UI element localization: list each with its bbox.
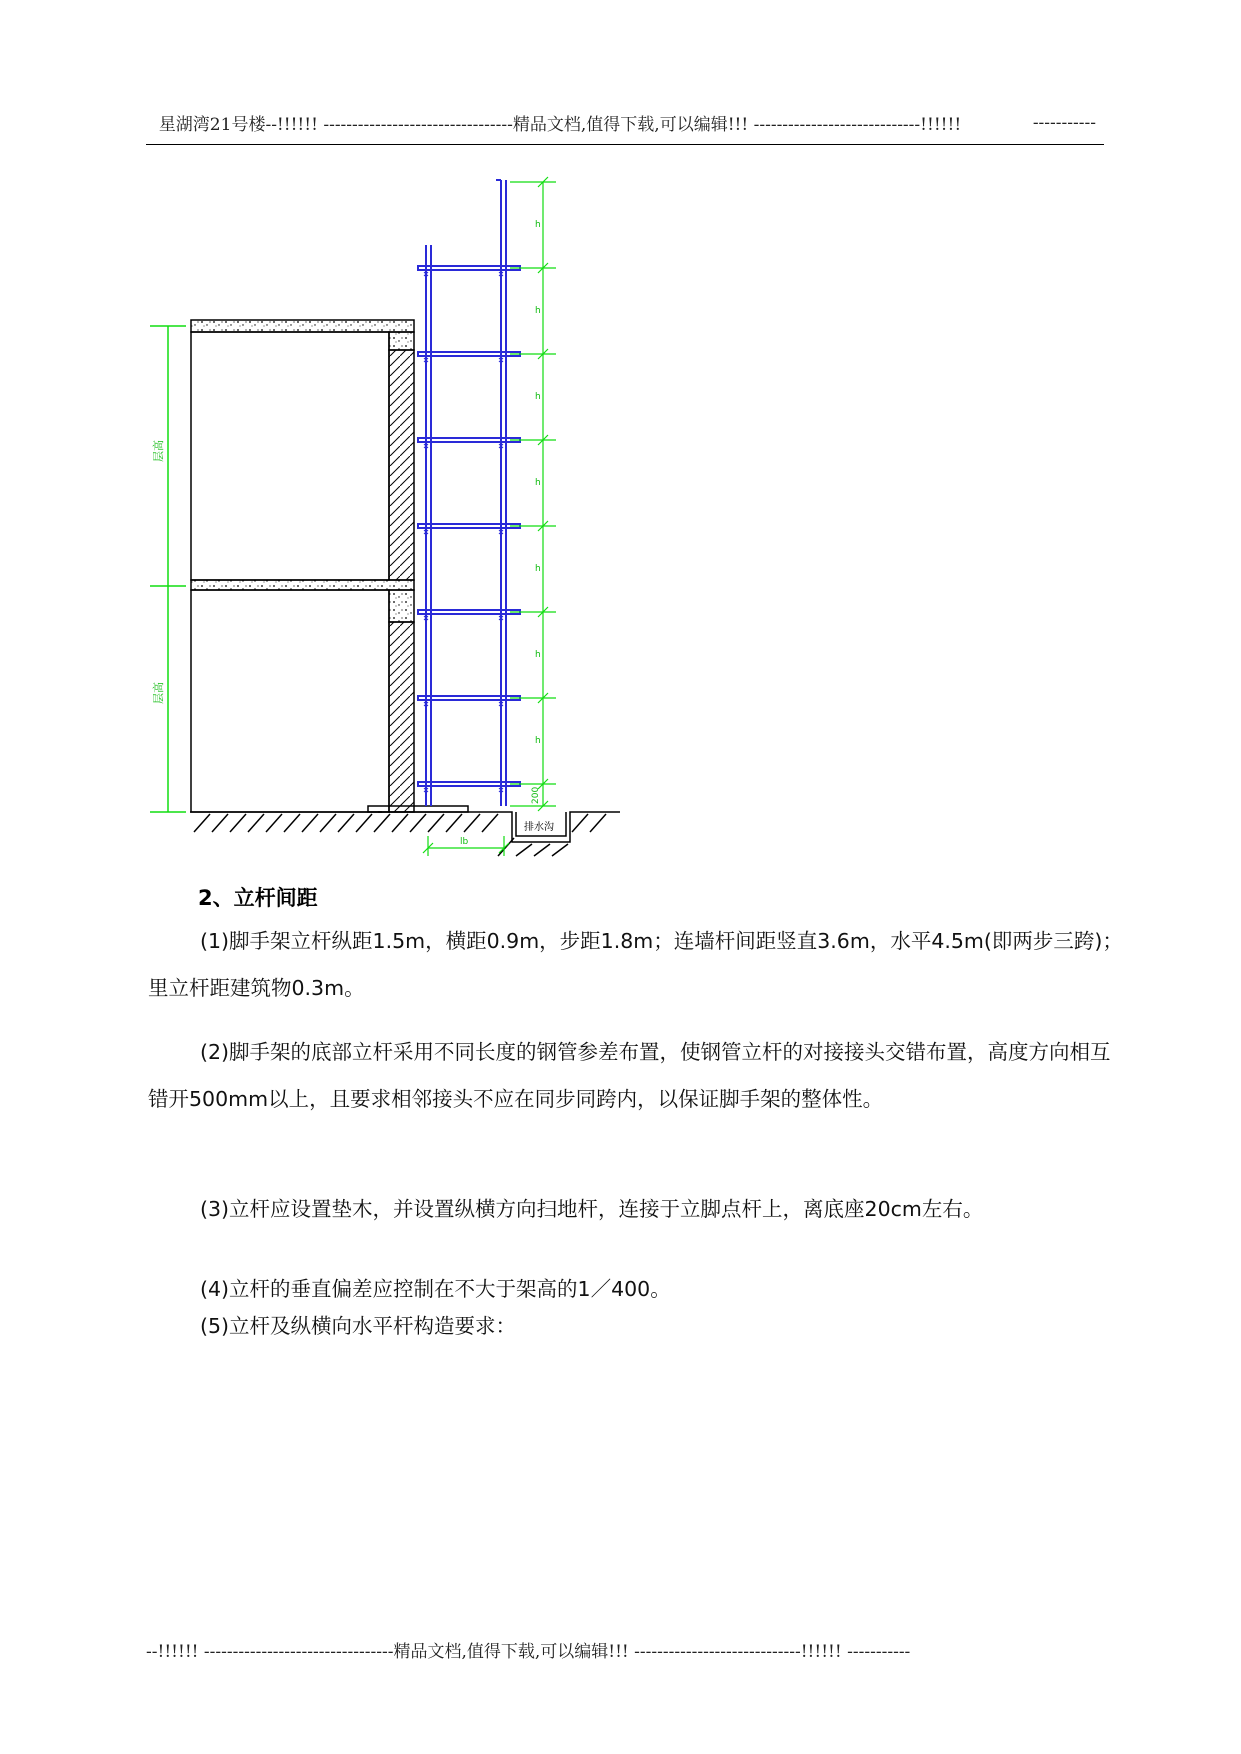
paragraph-text: (3)立杆应设置垫木，并设置纵横方向扫地杆，连接于立脚点杆上，离底座20cm左右。 <box>200 1197 984 1221</box>
floor-height-label-lower: 层高 <box>152 682 165 704</box>
step-dimension <box>510 177 556 811</box>
scaffold-horizontals <box>418 266 520 786</box>
step-label: h <box>535 392 541 402</box>
step-label: h <box>535 650 541 660</box>
step-labels <box>531 220 541 804</box>
paragraph-text: (5)立杆及纵横向水平杆构造要求： <box>200 1314 517 1338</box>
building <box>191 320 414 812</box>
drain-ditch-label: 排水沟 <box>524 822 554 833</box>
page-footer: --!!!!!! ---------------------------------精品文档,值得下载,可以编辑!!! -----------------------------!!!!!! ----------- <box>146 1642 911 1662</box>
lb-label: lb <box>460 837 469 847</box>
bottom-gap-label: 200 <box>531 786 541 804</box>
step-label: h <box>535 478 541 488</box>
step-label: h <box>535 306 541 316</box>
header-line-1: 星湖湾21号楼--!!!!!! ---------------------------------精品文档,值得下载,可以编辑!!! -----------------------------!!!!!! <box>158 115 962 135</box>
paragraph-2 <box>148 1029 1128 1123</box>
paragraph-text: (1)脚手架立杆纵距1.5m，横距0.9m，步距1.8m；连墙杆间距竖直3.6m，水平4.5m(即两步三跨)；里立杆距建筑物0.3m。 <box>148 929 1123 1000</box>
header-line-2: ----------- <box>1032 113 1096 133</box>
step-label: h <box>535 564 541 574</box>
paragraph-text: (2)脚手架的底部立杆采用不同长度的钢管参差布置，使钢管立杆的对接接头交错布置，高度方向相互错开500mm以上，且要求相邻接头不应在同步同跨内，以保证脚手架的整体性。 <box>148 1040 1111 1111</box>
paragraph-text: (4)立杆的垂直偏差应控制在不大于架高的1／400。 <box>200 1277 671 1301</box>
section-title: 2、立杆间距 <box>198 886 318 910</box>
scaffold-couplers <box>424 272 503 792</box>
header-rule <box>146 144 1104 145</box>
ground <box>190 806 620 856</box>
scaffold <box>418 180 520 806</box>
floor-height-dimension <box>150 326 186 812</box>
paragraph-1 <box>148 918 1128 1012</box>
floor-height-label-upper: 层高 <box>152 440 165 462</box>
paragraph-5 <box>148 1303 1128 1350</box>
step-label: h <box>535 220 541 230</box>
scaffold-elevation-diagram <box>140 176 680 866</box>
step-label: h <box>535 736 541 746</box>
paragraph-3 <box>148 1186 1128 1233</box>
page-header <box>148 86 1096 164</box>
